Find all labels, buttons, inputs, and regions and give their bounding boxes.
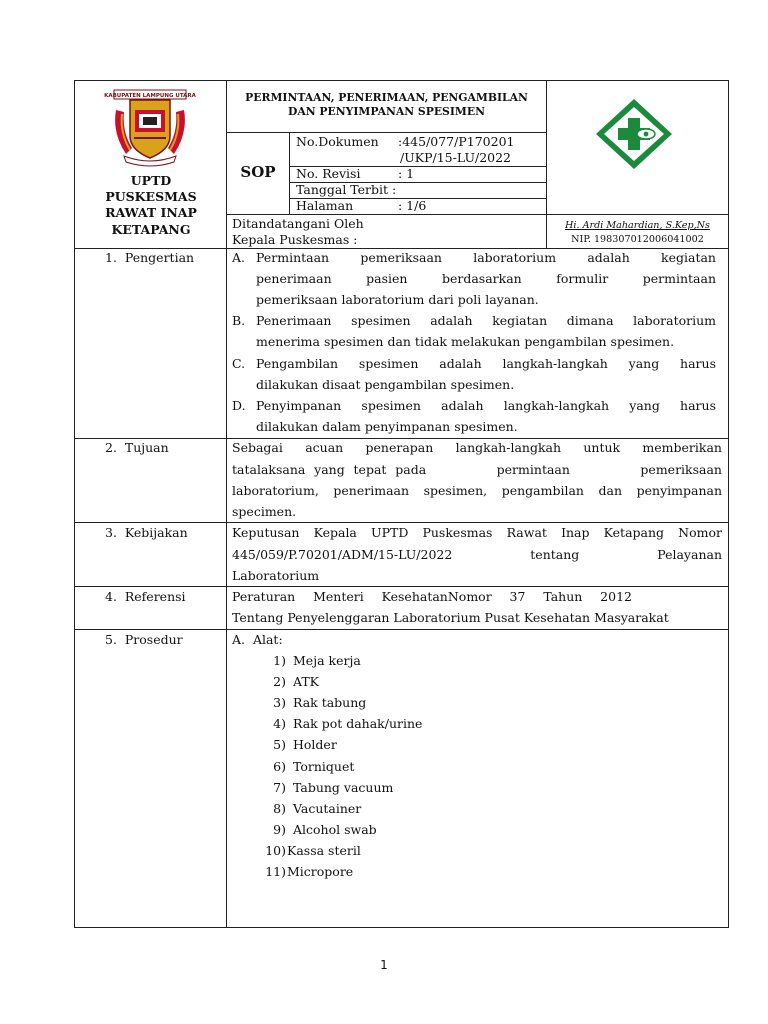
pengertian-marker-d: D. xyxy=(232,398,246,413)
signed-by-line-1: Ditandatangani Oleh xyxy=(232,216,364,231)
row-label-tujuan: 2. Tujuan xyxy=(105,440,169,455)
referensi-line-1: Peraturan Menteri KesehatanNomor 37 Tahun 2012 xyxy=(232,589,632,604)
prosedur-item-text: Holder xyxy=(293,737,337,752)
prosedur-item-num: 10) xyxy=(265,843,286,858)
prosedur-item-text: Micropore xyxy=(287,864,354,879)
row-line-2 xyxy=(74,522,729,523)
institution-line-2: PUSKESMAS xyxy=(105,189,197,204)
pengertian-d-line-2: dilakukan dalam penyimpanan spesimen. xyxy=(256,419,518,434)
field-value-no-dokumen: :445/077/P170201 xyxy=(398,134,515,149)
prosedur-item-num: 4) xyxy=(273,716,286,731)
doc-title-line-1: PERMINTAAN, PENERIMAAN, PENGAMBILAN xyxy=(245,91,528,104)
row-line-1 xyxy=(74,438,729,439)
table-border-right xyxy=(728,80,729,928)
prosedur-item-num: 11) xyxy=(265,864,286,879)
header-col-divider-1 xyxy=(226,80,227,928)
table-border-bottom xyxy=(74,927,729,928)
sop-block-bottom xyxy=(226,214,547,215)
row-label-kebijakan: 3. Kebijakan xyxy=(105,525,188,540)
logo-right-bottom xyxy=(546,214,729,215)
institution-line-4: KETAPANG xyxy=(111,222,191,237)
field-label-tanggal-terbit: Tanggal Terbit : xyxy=(296,182,397,197)
kebijakan-line-3: Laboratorium xyxy=(232,568,320,583)
tujuan-line-3: laboratorium, penerimaan spesimen, pengambilan dan penyimpanan xyxy=(232,483,722,498)
pengertian-a-line-1: Permintaan pemeriksaan laboratorium adalah kegiatan xyxy=(256,250,716,265)
row-line-3 xyxy=(74,586,729,587)
prosedur-item-text: Alcohol swab xyxy=(293,822,377,837)
field-label-no-dokumen: No.Dokumen xyxy=(296,134,379,149)
prosedur-item-text: Meja kerja xyxy=(293,653,361,668)
prosedur-item-num: 8) xyxy=(273,801,286,816)
prosedur-item-num: 5) xyxy=(273,737,286,752)
institution-line-1: UPTD xyxy=(130,173,172,188)
signer-name: Hi. Ardi Mahardian, S.Kep,Ns xyxy=(565,220,710,231)
prosedur-item-text: Rak tabung xyxy=(293,695,367,710)
puskesmas-logo xyxy=(593,96,675,172)
prosedur-item-num: 7) xyxy=(273,780,286,795)
field-value-no-dokumen-cont: /UKP/15-LU/2022 xyxy=(400,150,512,165)
pengertian-c-line-1: Pengambilan spesimen adalah langkah-langkah yang harus xyxy=(256,356,716,371)
prosedur-item-text: ATK xyxy=(293,674,320,689)
table-border-top xyxy=(74,80,729,81)
table-border-left xyxy=(74,80,75,928)
row-label-pengertian: 1. Pengertian xyxy=(105,250,195,265)
logo-banner-text: KABUPATEN LAMPUNG UTARA xyxy=(104,93,196,99)
prosedur-item-num: 1) xyxy=(273,653,286,668)
field-label-no-revisi: No. Revisi xyxy=(296,166,361,181)
pengertian-d-line-1: Penyimpanan spesimen adalah langkah-langkah yang harus xyxy=(256,398,716,413)
sop-col-divider xyxy=(289,132,290,214)
prosedur-item-text: Kassa steril xyxy=(287,843,361,858)
kebijakan-line-1: Keputusan Kepala UPTD Puskesmas Rawat Inap Ketapang Nomor xyxy=(232,525,722,540)
pengertian-a-line-3: pemeriksaan laboratorium dari poli layanan. xyxy=(256,292,539,307)
prosedur-item-num: 3) xyxy=(273,695,286,710)
pengertian-b-line-2: menerima spesimen dan tidak melakukan pengambilan spesimen. xyxy=(256,334,675,349)
field-value-halaman: : 1/6 xyxy=(398,198,427,213)
prosedur-item-num: 6) xyxy=(273,759,286,774)
pengertian-marker-c: C. xyxy=(232,356,246,371)
sop-label: SOP xyxy=(240,163,276,181)
title-bottom-line xyxy=(226,132,547,133)
row-line-0 xyxy=(74,248,729,249)
kebijakan-line-2: 445/059/P.70201/ADM/15-LU/2022 tentang Pelayanan xyxy=(232,547,722,562)
pengertian-c-line-2: dilakukan disaat pengambilan spesimen. xyxy=(256,377,515,392)
row-label-prosedur: 5. Prosedur xyxy=(105,632,183,647)
pengertian-marker-b: B. xyxy=(232,313,246,328)
row-label-referensi: 4. Referensi xyxy=(105,589,186,604)
tujuan-line-1: Sebagai acuan penerapan langkah-langkah untuk memberikan xyxy=(232,440,722,455)
row-line-4 xyxy=(74,629,729,630)
tujuan-line-4: specimen. xyxy=(232,504,297,519)
page-number: 1 xyxy=(380,958,388,972)
pengertian-b-line-1: Penerimaan spesimen adalah kegiatan dimana laboratorium xyxy=(256,313,716,328)
doc-title-line-2: DAN PENYIMPANAN SPESIMEN xyxy=(288,105,485,118)
prosedur-item-num: 9) xyxy=(273,822,286,837)
signer-nip: NIP. 198307012006041002 xyxy=(571,234,704,245)
signed-by-line-2: Kepala Puskesmas : xyxy=(232,232,358,247)
prosedur-item-text: Tabung vacuum xyxy=(293,780,394,795)
prosedur-item-text: Vacutainer xyxy=(293,801,362,816)
referensi-line-2: Tentang Penyelenggaran Laboratorium Pusat Kesehatan Masyarakat xyxy=(232,610,669,625)
field-label-halaman: Halaman xyxy=(296,198,354,213)
field-value-no-revisi: : 1 xyxy=(398,166,415,181)
prosedur-item-text: Rak pot dahak/urine xyxy=(293,716,423,731)
prosedur-heading: A. Alat: xyxy=(232,632,283,647)
prosedur-item-text: Torniquet xyxy=(293,759,355,774)
prosedur-item-num: 2) xyxy=(273,674,286,689)
pengertian-a-line-2: penerimaan pasien berdasarkan formulir permintaan xyxy=(256,271,716,286)
tujuan-line-2: tatalaksana yang tepat pada permintaan pemeriksaan xyxy=(232,462,722,477)
pengertian-marker-a: A. xyxy=(232,250,246,265)
kabupaten-lampung-utara-logo xyxy=(104,88,196,168)
institution-line-3: RAWAT INAP xyxy=(105,205,197,220)
